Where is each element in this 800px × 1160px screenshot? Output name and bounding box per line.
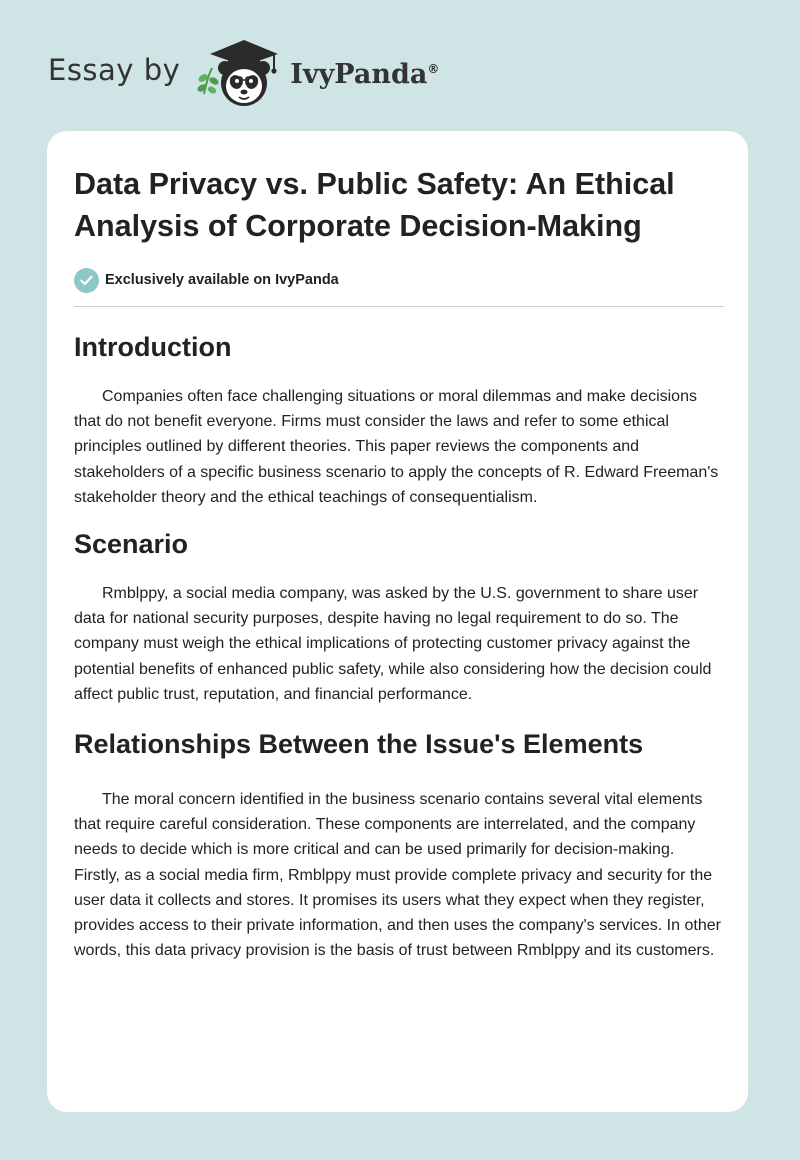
section-heading-scenario: Scenario bbox=[74, 529, 189, 560]
section-body-relationships: The moral concern identified in the business scenario contains several vital elements that require careful consideration. These components are interrelated, and the company needs to decide which is more critical and can be used primarily for decision-making. Firstly, as a social media firm, Rmblppy must provide complete privacy and security for the user data it collects and stores. It promises its users what they expect when they register, provides access to their private information, and then uses the company's services. In other words, this data privacy provision is the basis of trust between Rmblppy and its customers. bbox=[74, 791, 721, 960]
exclusive-badge bbox=[74, 266, 724, 294]
brand-name[interactable] bbox=[290, 59, 439, 90]
section-body-scenario: Rmblppy, a social media company, was asked by the U.S. government to share user data for national security purposes, despite having no legal requirement to do so. The company must weigh the ethical implications of protecting customer privacy against the potential benefits of enhanced public safety, while also considering how the decision could affect public trust, reputation, and financial performance. bbox=[74, 585, 712, 703]
essay-title: Data Privacy vs. Public Safety: An Ethical Analysis of Corporate Decision-Making bbox=[74, 167, 675, 243]
registered-mark: ® bbox=[427, 61, 440, 76]
section-body-introduction: Companies often face challenging situations or moral dilemmas and make decisions that do not benefit everyone. Firms must consider the laws and refer to some ethical principles outlined by different theories. This paper reviews the components and stakeholders of a specific business scenario to apply the concepts of R. Edward Freeman's stakeholder theory and the ethical teachings of consequentialism. bbox=[74, 388, 719, 506]
section-heading-introduction: Introduction bbox=[74, 332, 232, 362]
check-icon bbox=[74, 268, 99, 293]
section-heading-relationships: Relationships Between the Issue's Elements bbox=[74, 729, 644, 760]
badge-label: Exclusively available on IvyPanda bbox=[105, 272, 339, 288]
essay-content bbox=[74, 163, 724, 963]
panda-logo-icon[interactable] bbox=[194, 36, 286, 110]
essay-card bbox=[47, 131, 748, 1112]
brand-header bbox=[48, 36, 439, 110]
brand-prefix: Essay by bbox=[48, 53, 181, 87]
brand-name-text: IvyPanda bbox=[290, 58, 428, 90]
divider bbox=[74, 306, 724, 307]
